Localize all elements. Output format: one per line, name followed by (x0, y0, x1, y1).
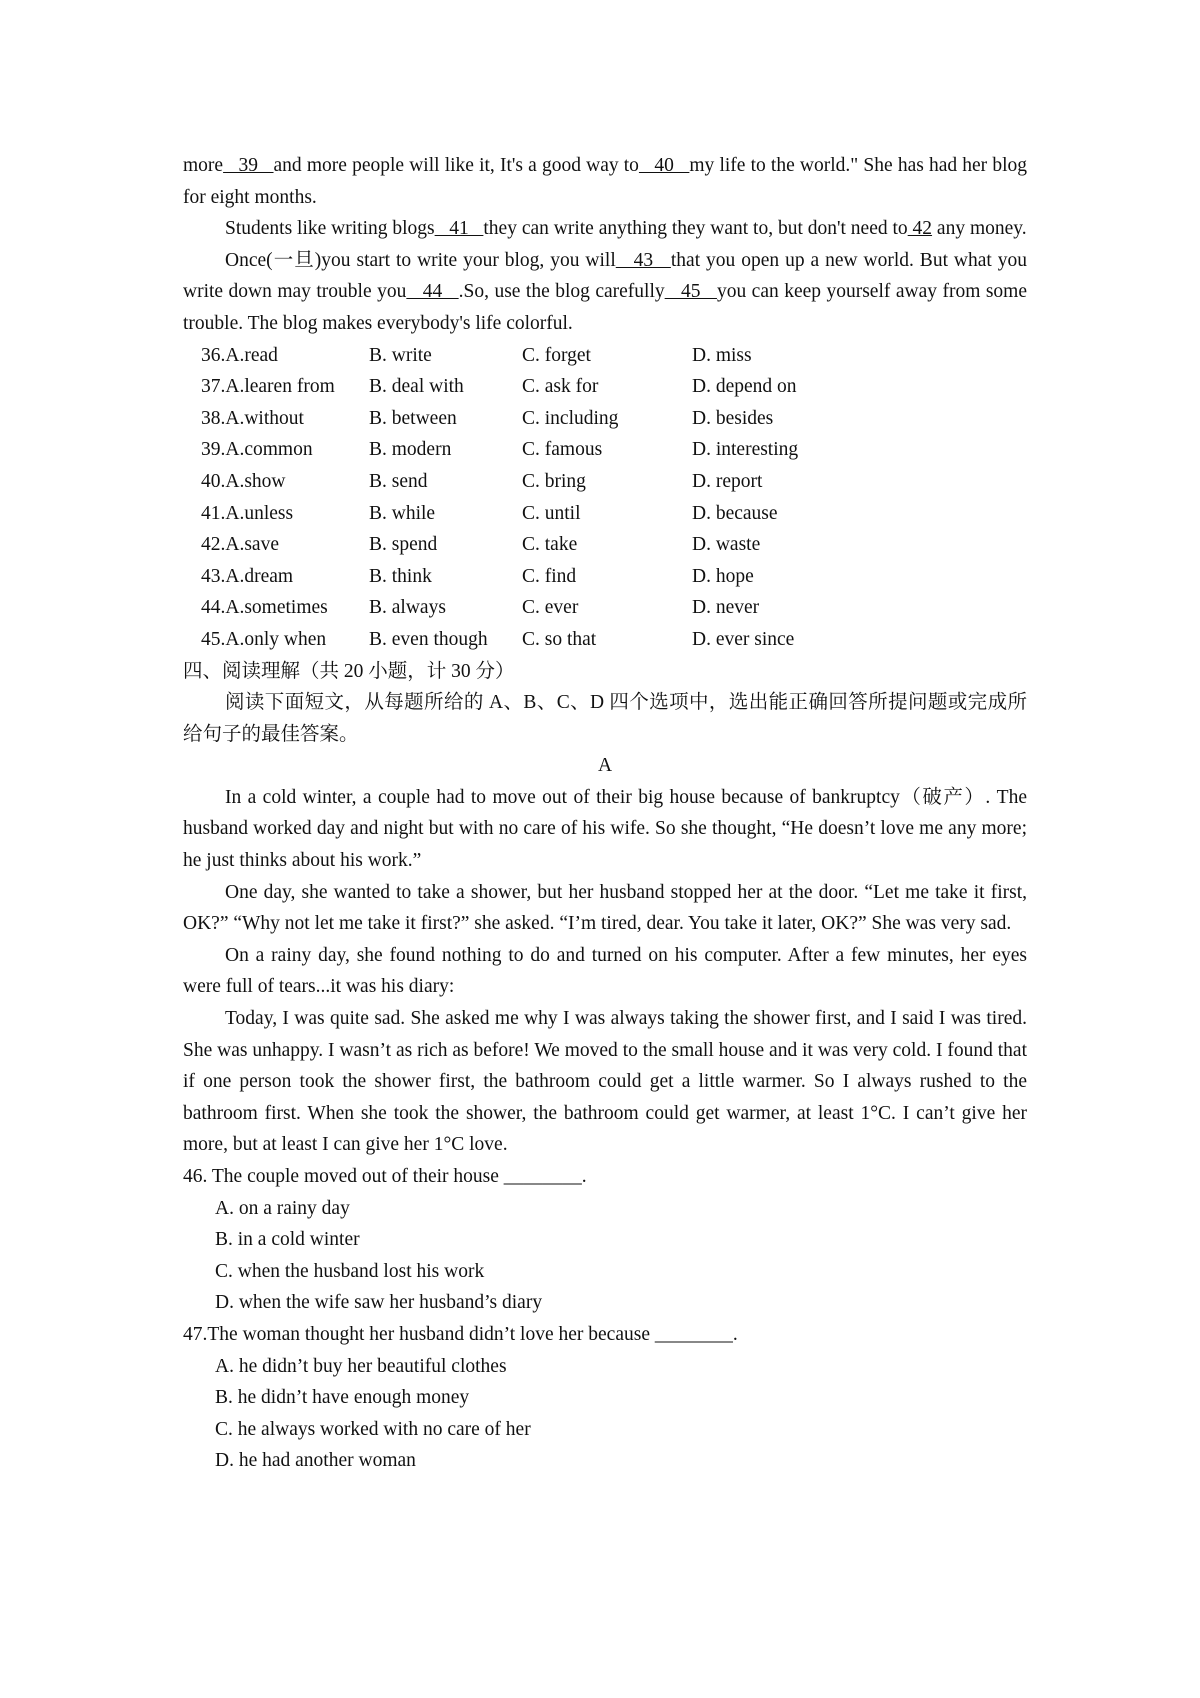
section-instruction: 阅读下面短文，从每题所给的 A、B、C、D 四个选项中，选出能正确回答所提问题或完成所给句子的最佳答案。 (183, 692, 1027, 745)
option-b: B. while (369, 502, 436, 524)
option-row (201, 529, 1027, 561)
option-d: D. waste (692, 534, 761, 556)
question-stem: 46. The couple moved out of their house ________. (183, 1166, 587, 1187)
option-a: 40.A.show (201, 470, 286, 492)
option-a: 38.A.without (201, 407, 304, 429)
cloze-paragraph-2 (183, 213, 1027, 245)
blank-41: 41 (434, 218, 484, 240)
text: Once(一旦)you start to write your blog, you will (225, 249, 616, 271)
option-d: D. hope (692, 565, 754, 587)
option-c: C. including (522, 407, 619, 429)
option-c: C. so that (522, 628, 597, 650)
cloze-paragraph-1 (183, 150, 1027, 213)
text: and more people will like it, It's a good way to (273, 155, 639, 176)
option-a: 37.A.learen from (201, 376, 335, 398)
question-46 (183, 1161, 1027, 1319)
option-c: C. ever (522, 597, 579, 619)
option-d: D. interesting (692, 439, 799, 461)
option-row (201, 466, 1027, 498)
answer-choice: C. when the husband lost his work (215, 1260, 485, 1282)
option-row (201, 592, 1027, 624)
answer-choice: C. he always worked with no care of her (215, 1418, 531, 1440)
question-stem: 47.The woman thought her husband didn’t love her because ________. (183, 1323, 738, 1345)
blank-39: 39 (223, 155, 274, 176)
option-c: C. until (522, 502, 581, 524)
option-c: C. famous (522, 439, 603, 461)
option-row (201, 403, 1027, 435)
option-a: 44.A.sometimes (201, 597, 328, 619)
blank-43: 43 (615, 249, 671, 271)
text: you can keep yourself away from some trouble. The blog makes everybody's life colorful. (183, 281, 1027, 334)
option-b: B. deal with (369, 376, 464, 398)
answer-choice: A. on a rainy day (215, 1197, 350, 1219)
option-b: B. think (369, 565, 432, 587)
option-row (201, 371, 1027, 403)
option-d: D. besides (692, 407, 774, 429)
option-b: B. even though (369, 628, 488, 650)
question-47 (183, 1319, 1027, 1477)
answer-choice: D. when the wife saw her husband’s diary (215, 1292, 543, 1314)
option-d: D. miss (692, 344, 752, 366)
option-row (201, 624, 1027, 656)
option-a: 39.A.common (201, 439, 313, 461)
text: any money. (932, 218, 1027, 240)
text: that you open up a new world. But what you write down may trouble you (183, 249, 1028, 303)
option-b: B. spend (369, 534, 438, 556)
option-d: D. never (692, 597, 760, 619)
option-c: C. take (522, 534, 578, 556)
option-row (201, 340, 1027, 372)
cloze-paragraph-3 (183, 245, 1027, 340)
blank-40: 40 (638, 155, 690, 176)
section-heading: 四、阅读理解（共 20 小题，计 30 分） (183, 660, 515, 682)
option-a: 43.A.dream (201, 565, 294, 587)
answer-choice: B. he didn’t have enough money (215, 1387, 470, 1409)
option-a: 45.A.only when (201, 628, 327, 650)
option-d: D. depend on (692, 376, 797, 398)
passage-paragraph: One day, she wanted to take a shower, but her husband stopped her at the door. “Let me take it first, OK?” “Why not let me take it first?” she asked. “I’m tired, dear. You take it later, OK?” She was very sad. (183, 881, 1027, 935)
blank-45: 45 (664, 281, 717, 303)
text: my life to the world." She has had her blog for eight months. (183, 155, 1028, 208)
option-a: 41.A.unless (201, 502, 294, 524)
option-a: 36.A.read (201, 344, 278, 366)
option-c: C. forget (522, 344, 591, 366)
option-row (201, 561, 1027, 593)
option-d: D. ever since (692, 628, 795, 650)
text: they can write anything they want to, but don't need to (483, 218, 908, 240)
blank-44: 44 (406, 281, 459, 303)
page-content (183, 150, 1027, 1477)
passage-paragraph: On a rainy day, she found nothing to do and turned on his computer. After a few minutes, her eyes were full of tears...it was his diary: (183, 944, 1027, 998)
cloze-options (183, 340, 1027, 656)
option-d: D. report (692, 470, 763, 492)
option-row (201, 498, 1027, 530)
option-b: B. write (369, 344, 432, 366)
option-b: B. between (369, 407, 457, 429)
answer-choice: D. he had another woman (215, 1450, 416, 1472)
text: Students like writing blogs (225, 218, 435, 240)
option-b: B. always (369, 597, 446, 619)
option-b: B. modern (369, 439, 452, 461)
option-row (201, 434, 1027, 466)
option-c: C. ask for (522, 376, 599, 398)
answer-choice: B. in a cold winter (215, 1229, 360, 1251)
passage-paragraph: In a cold winter, a couple had to move out of their big house because of bankruptcy（破产）. The husband worked day and night but with no care of his wife. So she thought, “He doesn’t love me any more; he just thinks about his work.” (183, 786, 1027, 872)
passage-label: A (597, 755, 613, 777)
option-a: 42.A.save (201, 534, 279, 556)
option-c: C. bring (522, 470, 586, 492)
text: .So, use the blog carefully (458, 281, 665, 303)
option-c: C. find (522, 565, 577, 587)
option-d: D. because (692, 502, 778, 524)
text: more (183, 155, 224, 176)
answer-choice: A. he didn’t buy her beautiful clothes (215, 1355, 507, 1377)
blank-42: 42 (907, 218, 933, 240)
option-b: B. send (369, 470, 428, 492)
passage-paragraph: Today, I was quite sad. She asked me why I was always taking the shower first, and I said I was tired. She was unhappy. I wasn’t as rich as before! We moved to the small house and it was very cold. I found that if one person took the shower first, the bathroom could get a little warmer. So I always rushed to the bathroom first. When she took the shower, the bathroom could get warmer, at least 1°C. I can’t give her more, but at least I can give her 1°C love. (183, 1008, 1027, 1156)
